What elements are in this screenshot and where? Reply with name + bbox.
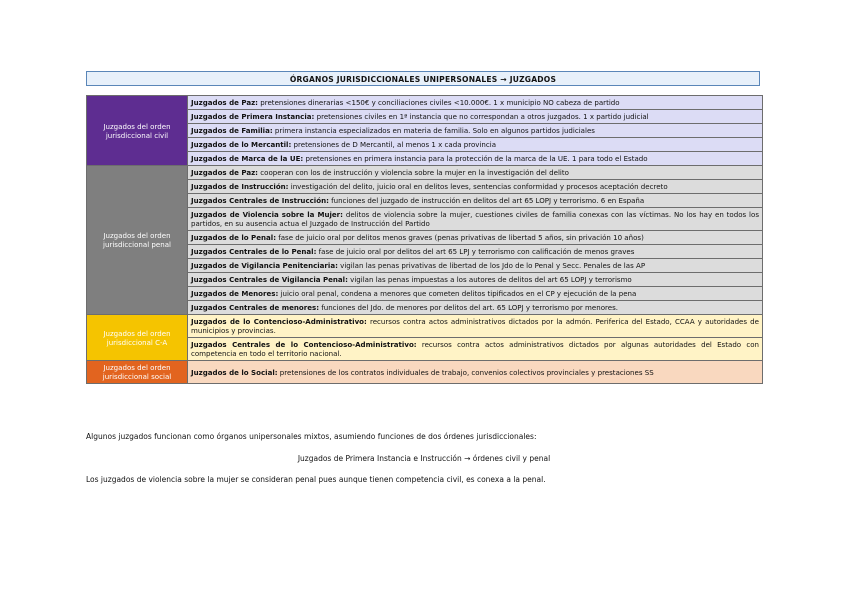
court-description: pretensiones dinerarias <150€ y conciliaciones civiles <10.000€. 1 x municipio NO cabeza de partido <box>258 98 620 107</box>
court-description: cooperan con los de instrucción y violencia sobre la mujer en la investigación del delito <box>258 168 569 177</box>
court-name: Juzgados Centrales de lo Contencioso-Administrativo: <box>191 340 417 349</box>
row-instruccion <box>188 180 763 194</box>
court-name: Juzgados de Violencia sobre la Mujer: <box>191 210 343 219</box>
row-centrales-contencioso <box>188 338 763 361</box>
table-row <box>87 245 763 259</box>
table-row <box>87 152 763 166</box>
note-primera-instancia-instruccion: Juzgados de Primera Instancia e Instrucción → órdenes civil y penal <box>297 454 551 463</box>
row-primera-instancia <box>188 110 763 124</box>
court-description: vigilan las penas impuestas a los autores de delitos del art 65 LOPJ y terrorismo <box>347 275 632 284</box>
group-penal: Juzgados del orden jurisdiccional penal <box>87 166 188 315</box>
row-centrales-menores <box>188 301 763 315</box>
table-row <box>87 231 763 245</box>
table-row <box>87 208 763 231</box>
court-name: Juzgados de lo Social: <box>191 367 278 377</box>
court-name: Juzgados de lo Contencioso-Administrativo: <box>191 317 367 326</box>
row-marca-ue <box>188 152 763 166</box>
court-name: Juzgados de Paz: <box>191 168 259 177</box>
court-description: funciones del juzgado de instrucción en delitos del art 65 LOPJ y terrorismo. 6 en España <box>328 196 645 205</box>
court-description: funciones del Jdo. de menores por delitos del art. 65 LOPJ y terrorismo por menores. <box>319 303 619 312</box>
court-description: fase de juicio oral por delitos del art 65 LPJ y terrorismo con calificación de menos graves <box>316 247 635 256</box>
note-mixed-courts: Algunos juzgados funcionan como órganos unipersonales mixtos, asumiendo funciones de dos órdenes jurisdiccionales: <box>86 432 537 441</box>
table-row <box>87 166 763 180</box>
court-description: recursos contra actos administrativos dictados por algunas autoridades del Estado con competencia en todo el territorio nacional. <box>191 340 759 358</box>
row-familia <box>188 124 763 138</box>
court-description: primera instancia especializados en materia de familia. Solo en algunos partidos judiciales <box>272 126 595 135</box>
juzgados-table <box>86 95 763 384</box>
court-name: Juzgados de Marca de la UE: <box>191 154 304 163</box>
group-civil: Juzgados del orden jurisdiccional civil <box>87 96 188 166</box>
row-vigilancia-penitenciaria <box>188 259 763 273</box>
court-description: delitos de violencia sobre la mujer, cuestiones civiles de familia conexas con las víctimas. No los hay en todos los partidos, en su ausencia actua el Juzgado de Instrucción del Partido <box>191 210 759 228</box>
court-description: fase de juicio oral por delitos menos graves (penas privativas de libertad 5 años, sin privación 10 años) <box>276 233 644 242</box>
court-name: Juzgados de Vigilancia Penitenciaria: <box>191 261 338 270</box>
table-row <box>87 287 763 301</box>
row-juzgados-paz-civil <box>188 96 763 110</box>
row-menores <box>188 287 763 301</box>
row-juzgados-paz-penal <box>188 166 763 180</box>
court-name: Juzgados Centrales de menores: <box>191 303 320 312</box>
court-name: Juzgados Centrales de Vigilancia Penal: <box>191 275 348 284</box>
group-social: Juzgados del orden jurisdiccional social <box>87 361 188 384</box>
court-name: Juzgados Centrales de lo Penal: <box>191 247 317 256</box>
court-name: Juzgados Centrales de Instrucción: <box>191 196 329 205</box>
court-description: vigilan las penas privativas de libertad de los Jdo de lo Penal y Secc. Penales de las AP <box>337 261 646 270</box>
court-description: juicio oral penal, condena a menores que cometen delitos tipificados en el CP y ejecución de la pena <box>278 289 637 298</box>
court-name: Juzgados de Menores: <box>191 289 279 298</box>
row-centrales-instruccion <box>188 194 763 208</box>
court-name: Juzgados de Familia: <box>191 126 273 135</box>
table-row <box>87 301 763 315</box>
court-description: recursos contra actos administrativos dictados por la admón. Periferica del Estado, CCAA y autoridades de municipios y provincias. <box>191 317 759 335</box>
row-violencia-mujer <box>188 208 763 231</box>
court-name: Juzgados de lo Penal: <box>191 233 277 242</box>
table-row <box>87 273 763 287</box>
note-violencia-mujer: Los juzgados de violencia sobre la mujer se consideran penal pues aunque tienen competencia civil, es conexa a la penal. <box>86 475 546 484</box>
page-title: ÓRGANOS JURISDICCIONALES UNIPERSONALES → JUZGADOS <box>86 71 760 86</box>
table-row <box>87 96 763 110</box>
row-centrales-vigilancia <box>188 273 763 287</box>
court-name: Juzgados de lo Mercantil: <box>191 140 292 149</box>
table-row <box>87 180 763 194</box>
court-name: Juzgados de Paz: <box>191 98 259 107</box>
court-name: Juzgados de Instrucción: <box>191 182 289 191</box>
court-description: pretensiones en primera instancia para la protección de la marca de la UE. 1 para todo el Estado <box>303 154 648 163</box>
row-penal <box>188 231 763 245</box>
row-centrales-penal <box>188 245 763 259</box>
table-row <box>87 315 763 338</box>
court-description: pretensiones civiles en 1ª instancia que no correspondan a otros juzgados. 1 x partido judicial <box>314 112 649 121</box>
table-row <box>87 259 763 273</box>
table-row <box>87 124 763 138</box>
row-mercantil <box>188 138 763 152</box>
court-description: pretensiones de los contratos individuales de trabajo, convenios colectivos provinciales y prestaciones SS <box>277 367 654 377</box>
table-row <box>87 194 763 208</box>
court-description: investigación del delito, juicio oral en delitos leves, sentencias conformidad y procesos aceptación decreto <box>288 182 668 191</box>
group-ca: Juzgados del orden jurisdiccional C-A <box>87 315 188 361</box>
row-social <box>188 361 763 384</box>
row-contencioso <box>188 315 763 338</box>
table-row <box>87 138 763 152</box>
court-description: pretensiones de D Mercantil, al menos 1 x cada provincia <box>291 140 497 149</box>
table-row <box>87 361 763 384</box>
table-row <box>87 110 763 124</box>
table-row <box>87 338 763 361</box>
court-name: Juzgados de Primera Instancia: <box>191 112 315 121</box>
